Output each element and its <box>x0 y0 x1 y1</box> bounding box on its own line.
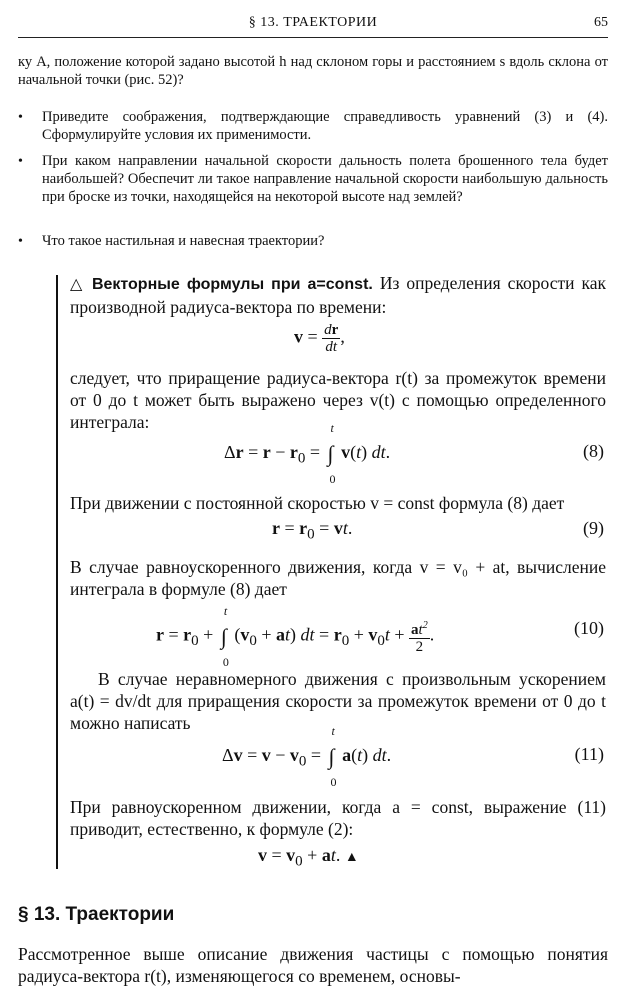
vector-paragraph-2: следует, что приращение радиуса-вектора r(t) за промежуток времени от 0 до t может быть выражено через v(t) с помощью определенного интеграла: <box>70 368 606 432</box>
equation-number-10: (10) <box>574 618 604 638</box>
vector-paragraph-4: В случае равноускоренного движения, когда v = v₀ + at, вычисление интеграла в формуле (8) дает <box>70 557 606 599</box>
vector-p1-text: Из определения скорости как производной радиуса-вектора по времени: <box>70 273 607 317</box>
equation-number-9: (9) <box>583 518 604 538</box>
section-marker-bar <box>56 275 58 869</box>
equation-9: $r = r_0$ = vt. <box>272 518 353 543</box>
section-13-paragraph: Рассмотренное выше описание движения частицы с помощью понятия радиуса-вектора r(t), изменяющегося со временем, основы- <box>18 944 608 986</box>
equation-10: $r = r_0$ + ∫ t 0 $(v_0 + at)$ dt = $r_0 + v_0t$ + $\frac{at^2}{2}$ . <box>156 603 435 669</box>
page-header <box>18 15 608 38</box>
equation-velocity: v = $\frac{dr}{dt}$ , <box>294 322 345 355</box>
question-3: Что такое настильная и навесная траектории? <box>42 233 325 249</box>
equation-11: $\Delta v = v - v_0$ = ∫ t 0 a(t) dt. <box>222 724 392 789</box>
vector-paragraph-5: В случае неравномерного движения с произвольным ускорением a(t) = dv/dt для приращения скорости за промежуток времени от 0 до t можно написать <box>70 669 606 733</box>
vector-paragraph-6: При равноускоренном движении, когда a = const, выражение (11) приводит, естественно, к формуле (2): <box>70 797 606 839</box>
question-1: Приведите соображения, подтверждающие справедливость уравнений (3) и (4). Сформулируйте условия их применимости. <box>42 109 608 143</box>
page-number: 65 <box>594 15 608 30</box>
equation-8: $\Delta r = r - r_0$ = ∫ t 0 v(t) dt. <box>224 421 391 486</box>
question-2: При каком направлении начальной скорости дальность полета брошенного тела будет наибольшей? Обеспечит ли такое направление начальной скорости наибольшую дальность при броске из точки, находящейся на некоторой высоте над землей? <box>42 153 608 205</box>
equation-number-8: (8) <box>583 441 604 461</box>
equation-2: $v = v_0$ + at. ▲ <box>258 845 359 870</box>
section-13-title: § 13. Траектории <box>18 904 175 925</box>
bullet-icon: • <box>18 110 23 125</box>
equation-number-11: (11) <box>574 744 604 764</box>
bullet-icon: • <box>18 234 23 249</box>
intro-paragraph: ку A, положение которой задано высотой h над склоном горы и расстоянием s вдоль склона от начальной точки (рис. 52)? <box>18 54 608 88</box>
running-title: § 13. ТРАЕКТОРИИ <box>248 15 378 30</box>
end-marker-icon: ▲ <box>344 850 359 865</box>
bullet-icon: • <box>18 154 23 169</box>
vector-paragraph-3: При движении с постоянной скоростью v = const формула (8) дает <box>70 493 565 513</box>
vector-heading: △ Векторные формулы при a=const. <box>70 276 373 293</box>
vector-paragraph-1 <box>70 272 606 318</box>
